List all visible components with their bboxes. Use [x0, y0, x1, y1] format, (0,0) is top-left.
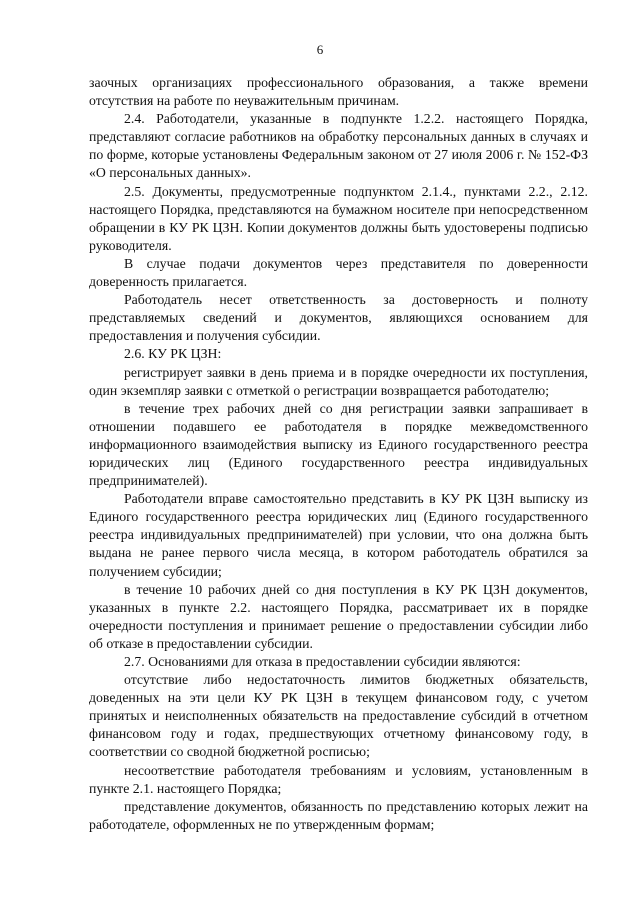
paragraph: Работодатели вправе самостоятельно представить в КУ РК ЦЗН выписку из Единого государственного реестра юридических лиц (Единого государственного реестра индивидуальных предпринимателей) при условии, что она должна быть выдана не ранее первого числа месяца, в котором работодатель обратился за получением субсидии; — [89, 491, 588, 579]
paragraph: представление документов, обязанность по представлению которых лежит на работодателе, оформленных не по утвержденным формам; — [89, 798, 588, 832]
paragraph: 2.6. КУ РК ЦЗН: — [124, 346, 222, 362]
paragraph: 2.7. Основаниями для отказа в предоставлении субсидии являются: — [124, 654, 521, 669]
paragraph: Работодатель несет ответственность за достоверность и полноту представляемых сведений и документов, являющихся основанием для предоставления и получения субсидии. — [89, 292, 588, 344]
document-body — [89, 74, 588, 834]
paragraph: несоответствие работодателя требованиям и условиям, установленным в пункте 2.1. настоящего Порядка; — [89, 762, 588, 796]
paragraph: 2.4. Работодатели, указанные в подпункте 1.2.2. настоящего Порядка, представляют согласие работников на обработку персональных данных в случаях и по форме, которые установлены Федеральным законом от 27 июля 2006 г. № 152-ФЗ «О персональных данных». — [89, 111, 588, 181]
paragraph: в течение трех рабочих дней со дня регистрации заявки запрашивает в отношении подавшего ее работодателя в порядке межведомственного информационного взаимодействия выписку из Единого государственного реестра юридических лиц (Единого государственного реестра индивидуальных предпринимателей). — [89, 400, 588, 489]
paragraph: отсутствие либо недостаточность лимитов бюджетных обязательств, доведенных на эти цели КУ РК ЦЗН в текущем финансовом году, с учетом принятых и неисполненных обязательств на предоставление субсидий в отчетном финансовом году и годах, предшествующих отчетному финансовому году, в соответствии со сводной бюджетной росписью; — [89, 672, 588, 760]
paragraph: заочных организациях профессионального образования, а также времени отсутствия на работе по неуважительным причинам. — [89, 75, 588, 109]
paragraph: в течение 10 рабочих дней со дня поступления в КУ РК ЦЗН документов, указанных в пункте 2.2. настоящего Порядка, рассматривает их в порядке очередности поступления и принимает решение о предоставлении субсидии либо об отказе в предоставлении субсидии. — [89, 581, 588, 651]
paragraph: В случае подачи документов через представителя по доверенности доверенность прилагается. — [89, 255, 588, 290]
page-number: 6 — [316, 42, 324, 57]
paragraph: регистрирует заявки в день приема и в порядке очередности их поступления, один экземпляр заявки с отметкой о регистрации возвращается работодателю; — [89, 364, 588, 398]
paragraph: 2.5. Документы, предусмотренные подпунктом 2.1.4., пунктами 2.2., 2.12. настоящего Порядка, представляются на бумажном носителе при непосредственном обращении в КУ РК ЦЗН. Копии документов должны быть удостоверены подписью руководителя. — [89, 183, 588, 253]
